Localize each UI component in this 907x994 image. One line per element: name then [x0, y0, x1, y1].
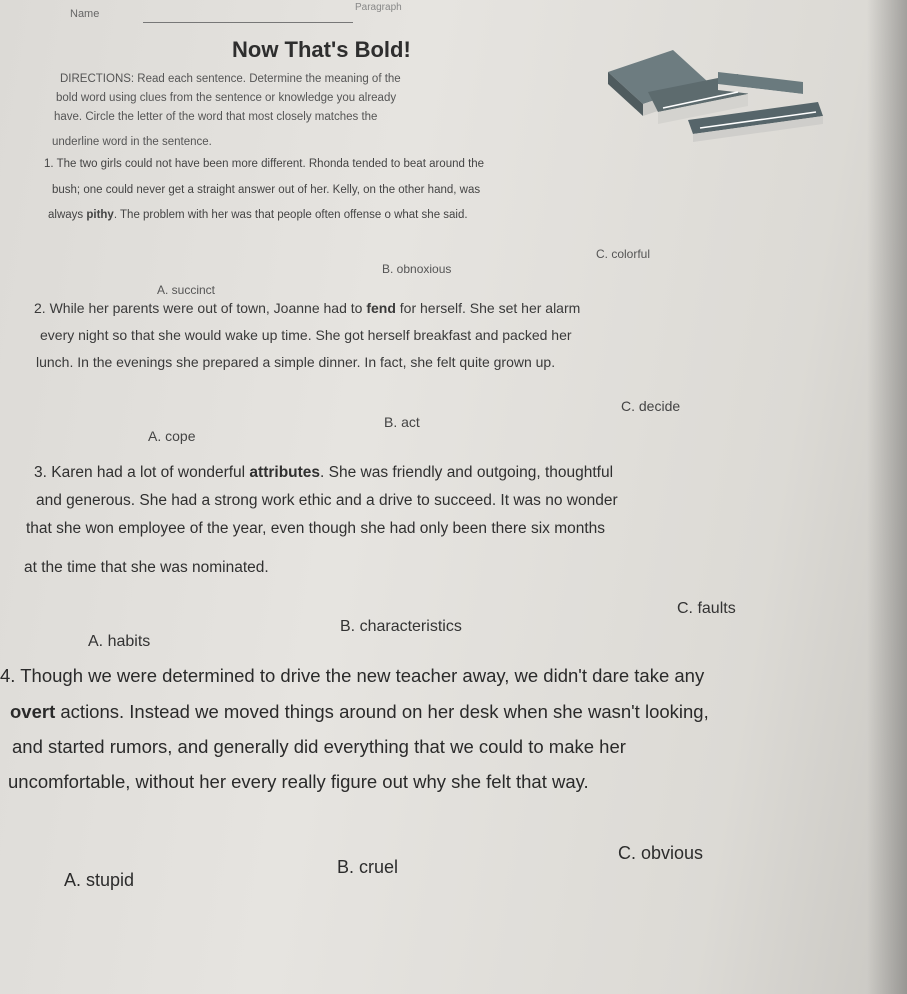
- directions-line-3: have. Circle the letter of the word that most closely matches the: [54, 111, 378, 123]
- bold-word-overt: overt: [10, 701, 56, 722]
- question-1-line-3: always pithy. The problem with her was that people often offense o what she said.: [48, 209, 468, 221]
- question-2-line-1: 2. While her parents were out of town, Joanne had to fend for herself. She set her alarm: [34, 300, 581, 316]
- q3-option-b[interactable]: B. characteristics: [340, 618, 462, 635]
- directions-line-4: underline word in the sentence.: [52, 136, 212, 148]
- q1-option-a[interactable]: A. succinct: [157, 283, 216, 297]
- bold-word-fend: fend: [366, 300, 396, 316]
- name-label: Name: [70, 8, 100, 20]
- q1-option-b[interactable]: B. obnoxious: [382, 262, 452, 276]
- question-1-line-1: 1. The two girls could not have been more different. Rhonda tended to beat around the: [44, 158, 485, 170]
- question-4-line-2: overt actions. Instead we moved things around on her desk when she wasn't looking,: [10, 701, 709, 722]
- stack-of-books-icon: [588, 32, 838, 142]
- q1-option-c[interactable]: C. colorful: [596, 247, 651, 261]
- q3-option-a[interactable]: A. habits: [88, 633, 151, 650]
- question-3-line-1: 3. Karen had a lot of wonderful attributes. She was friendly and outgoing, thoughtful: [34, 464, 614, 481]
- question-4-line-3: and started rumors, and generally did everything that we could to make her: [12, 736, 626, 757]
- question-1-line-2: bush; one could never get a straight answer out of her. Kelly, on the other hand, was: [52, 184, 481, 196]
- bold-word-pithy: pithy: [86, 209, 114, 221]
- q4-option-c[interactable]: C. obvious: [618, 843, 704, 863]
- question-3-line-3: that she won employee of the year, even though she had only been there six months: [26, 520, 606, 537]
- page-title: Now That's Bold!: [232, 37, 411, 62]
- bold-word-attributes: attributes: [249, 464, 321, 481]
- page-edge-shadow: [867, 0, 907, 994]
- directions-line-1: DIRECTIONS: Read each sentence. Determine the meaning of the: [60, 73, 401, 85]
- q2-option-b[interactable]: B. act: [384, 414, 420, 430]
- question-2-line-3: lunch. In the evenings she prepared a simple dinner. In fact, she felt quite grown up.: [36, 354, 556, 370]
- question-4-line-1: 4. Though we were determined to drive the new teacher away, we didn't dare take any: [0, 665, 705, 686]
- paragraph-label: Paragraph: [355, 2, 402, 13]
- q3-option-c[interactable]: C. faults: [677, 600, 736, 617]
- question-3-line-2: and generous. She had a strong work ethic and a drive to succeed. It was no wonder: [36, 492, 618, 509]
- q2-option-c[interactable]: C. decide: [621, 398, 681, 414]
- q4-option-a[interactable]: A. stupid: [64, 870, 135, 890]
- q2-option-a[interactable]: A. cope: [148, 428, 196, 444]
- question-2-line-2: every night so that she would wake up time. She got herself breakfast and packed her: [40, 327, 572, 343]
- name-blank-line: [143, 22, 353, 23]
- directions-line-2: bold word using clues from the sentence or knowledge you already: [56, 92, 397, 104]
- question-3-line-4: at the time that she was nominated.: [24, 559, 269, 576]
- question-4-line-4: uncomfortable, without her every really figure out why she felt that way.: [8, 771, 589, 792]
- q4-option-b[interactable]: B. cruel: [337, 857, 399, 877]
